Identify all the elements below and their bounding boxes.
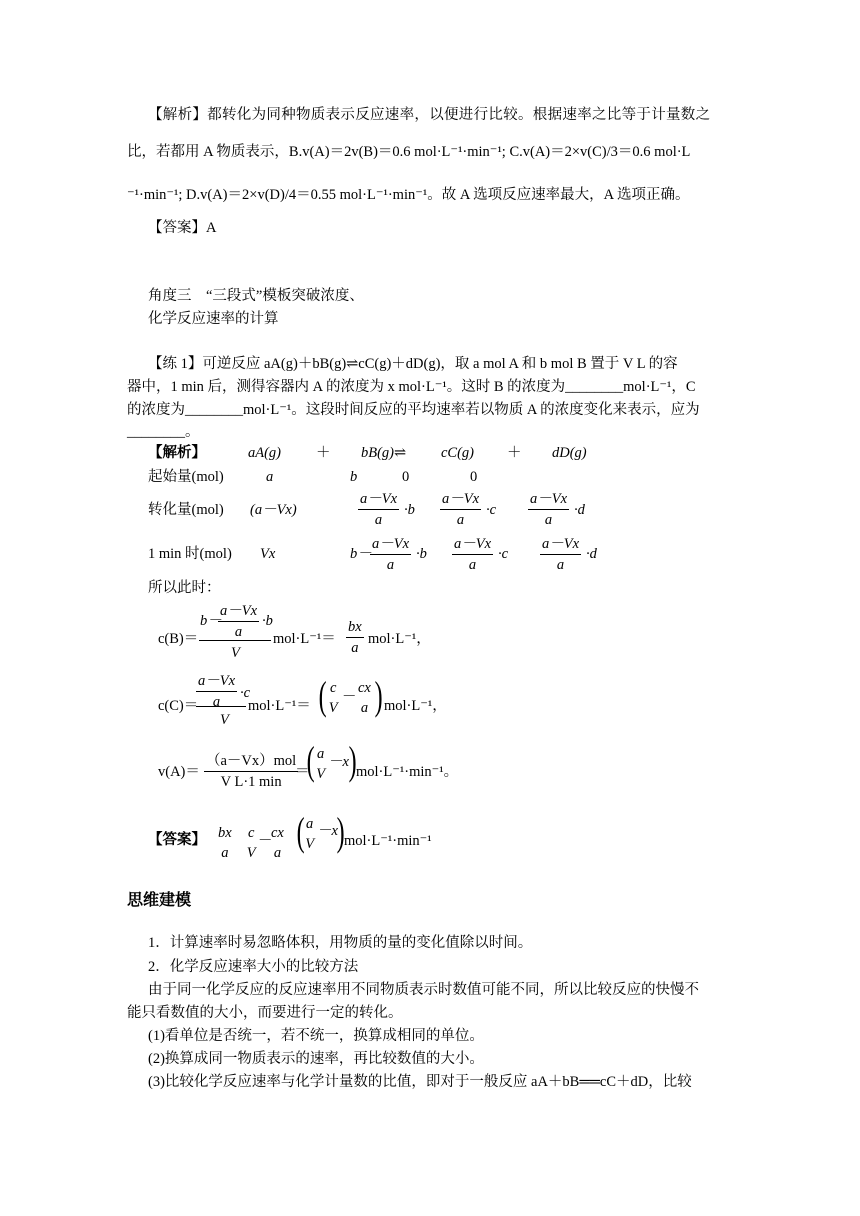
vA-right-paren: ) [348, 738, 357, 783]
frac-num: a－Vx [218, 604, 259, 622]
frac-den: a [456, 511, 465, 528]
frac-num: a－Vx [370, 537, 411, 555]
row-1min-c: ·c [498, 546, 509, 562]
row-1min-a: Vx [260, 546, 276, 562]
frac-den: a [360, 699, 369, 716]
answer-left-paren: ( [296, 809, 305, 854]
cC-right-paren: ) [374, 673, 383, 718]
cC-frac1 [328, 681, 338, 715]
exercise-line-1: 【练 1】可逆反应 aA(g)＋bB(g)⇌cC(g)＋dD(g)，取 a mol A 和 b mol B 置于 V L 的容 [148, 356, 678, 372]
frac-num: c [248, 825, 255, 841]
row-start-b: b [350, 469, 358, 485]
model-p3b: 能只看数值的大小，而要进行一定的转化。 [127, 1005, 403, 1021]
model-p5: (2)换算成同一物质表示的速率，再比较数值的大小。 [148, 1051, 484, 1067]
model-p4: (1)看单位是否统一，若不统一，换算成相同的单位。 [148, 1028, 484, 1044]
cC-inner-frac [196, 674, 237, 709]
row-change-a: (a－Vx) [250, 502, 297, 518]
vA-eq: ＝ [295, 764, 310, 780]
header-plus-1: ＋ [316, 445, 331, 461]
cC-unit: mol·L⁻¹＝ [248, 698, 311, 714]
vA-left-paren: ( [306, 738, 315, 783]
frac-den: a [234, 623, 243, 640]
row-start-c: 0 [402, 469, 410, 485]
exercise-line-3: 的浓度为________mol·L⁻¹。这段时间反应的平均速率若以物质 A 的浓度变化来表示，应为 [127, 402, 700, 418]
analysis-line-2: 比，若都用 A 物质表示，B.v(A)＝2v(B)＝0.6 mol·L⁻¹·min⁻¹; C.v(A)＝2×v(C)/3＝0.6 mol·L [127, 144, 691, 160]
frac-den: V [305, 835, 315, 852]
frac-num: a－Vx [358, 492, 399, 510]
row-change-label: 转化量(mol) [148, 502, 224, 518]
frac-num: a－Vx [452, 537, 493, 555]
analysis-line-3: ⁻¹·min⁻¹; D.v(A)＝2×v(D)/4＝0.55 mol·L⁻¹·min⁻¹。故 A 选项反应速率最大，A 选项正确。 [127, 187, 690, 203]
answer-frac-2b [269, 826, 286, 860]
vA-unit: mol·L⁻¹·min⁻¹。 [356, 764, 459, 780]
frac-den: a [556, 556, 565, 573]
cB-unit2: mol·L⁻¹， [368, 631, 431, 647]
cB-b-prefix: b－ [200, 613, 222, 629]
analysis-line-1: 【解析】都转化为同种物质表示反应速率，以便进行比较。根据速率之比等于计量数之 [148, 107, 711, 123]
cC-lhs: c(C)＝ [158, 698, 199, 714]
row-1min-b-prefix: b－ [350, 546, 372, 562]
frac-den: a [386, 556, 395, 573]
model-p6: (3)比较化学反应速率与化学计量数的比值，即对于一般反应 aA＋bB══cC＋dD，比较 [148, 1074, 692, 1090]
model-p2: 2．化学反应速率大小的比较方法 [148, 959, 359, 975]
row-1min-frac-d [540, 537, 581, 572]
cC-left-paren: ( [318, 673, 327, 718]
frac-num: bx [346, 620, 364, 638]
answer-label: 【答案】 [148, 832, 206, 848]
frac-den: a [468, 556, 477, 573]
model-p3a: 由于同一化学反应的反应速率用不同物质表示时数值可能不同，所以比较反应的快慢不 [148, 982, 699, 998]
cC-frac2 [356, 681, 373, 715]
row-1min-d: ·d [586, 546, 597, 562]
row-change-b: ·b [404, 502, 415, 518]
frac-num: bx [218, 825, 232, 841]
exercise-line-4: ________。 [127, 424, 200, 440]
model-p1: 1．计算速率时易忽略体积，用物质的量的变化值除以时间。 [148, 935, 533, 951]
cB-bar [199, 640, 271, 641]
vA-lhs: v(A)＝ [158, 764, 200, 780]
answer-frac-2a [246, 826, 256, 860]
cC-unit2: mol·L⁻¹， [384, 698, 447, 714]
frac-num: a [317, 746, 325, 762]
row-1min-frac-b [370, 537, 411, 572]
answer-unit: mol·L⁻¹·min⁻¹ [344, 833, 432, 849]
answer-rest: －x [317, 823, 338, 839]
frac-num: c [330, 680, 337, 696]
exercise-line-2: 器中，1 min 后，测得容器内 A 的浓度为 x mol·L⁻¹。这时 B 的浓度为________mol·L⁻¹，C [127, 379, 696, 395]
header-dD: dD(g) [552, 445, 587, 461]
row-change-frac-d [528, 492, 569, 527]
cC-minus: － [342, 689, 357, 705]
frac-num: a－Vx [196, 674, 237, 692]
frac-num: a－Vx [440, 492, 481, 510]
frac-den: a [212, 693, 221, 710]
analysis-answer: 【答案】A [148, 220, 217, 236]
header-cC: cC(g) [441, 445, 475, 461]
frac-den: V [246, 844, 256, 861]
section-title-line-2: 化学反应速率的计算 [148, 311, 279, 327]
vA-frac2 [315, 747, 326, 781]
so-now: 所以此时： [148, 580, 221, 596]
section-title-line-1: 角度三 “三段式”模板突破浓度、 [148, 288, 364, 304]
answer-right-paren: ) [336, 809, 345, 854]
frac-num: a [306, 816, 314, 832]
cB-dot-b: ·b [262, 613, 273, 629]
cC-dot-c: ·c [240, 685, 251, 701]
frac-num: a－Vx [528, 492, 569, 510]
row-change-c: ·c [486, 502, 497, 518]
frac-num: a－Vx [540, 537, 581, 555]
solution-label: 【解析】 [148, 445, 206, 461]
frac-num: cx [358, 680, 371, 696]
cC-den: V [220, 712, 229, 728]
row-start-d: 0 [470, 469, 478, 485]
row-start-label: 起始量(mol) [148, 469, 224, 485]
model-heading: 思维建模 [127, 892, 192, 909]
row-change-d: ·d [574, 502, 585, 518]
frac-den: V [316, 765, 326, 782]
row-change-frac-b [358, 492, 399, 527]
cB-den: V [231, 645, 240, 661]
frac-den: a [374, 511, 383, 528]
cB-lhs: c(B)＝ [158, 631, 199, 647]
row-1min-frac-c [452, 537, 493, 572]
frac-num: cx [271, 825, 284, 841]
frac-num: （a－Vx）mol [204, 754, 298, 772]
header-plus-2: ＋ [507, 445, 522, 461]
header-aA: aA(g) [248, 445, 282, 461]
vA-frac [204, 754, 298, 789]
frac-den: a [351, 639, 359, 656]
row-change-frac-c [440, 492, 481, 527]
row-1min-b: ·b [416, 546, 427, 562]
frac-den: a [273, 844, 282, 861]
frac-den: V [328, 699, 338, 716]
frac-den: a [221, 844, 229, 861]
row-start-a: a [266, 469, 274, 485]
answer-frac-1 [216, 826, 234, 860]
answer-frac-3 [304, 817, 315, 851]
cB-unit: mol·L⁻¹＝ [273, 631, 336, 647]
row-1min-label: 1 min 时(mol) [148, 546, 232, 562]
cB-frac2 [346, 620, 364, 655]
frac-den: a [544, 511, 553, 528]
header-bB: bB(g)⇌ [361, 445, 407, 461]
cB-inner-frac [218, 604, 259, 639]
cC-bar [196, 706, 246, 707]
answer-minus: － [258, 833, 273, 849]
vA-rest: －x [328, 754, 349, 770]
frac-den: V L·1 min [220, 773, 282, 790]
